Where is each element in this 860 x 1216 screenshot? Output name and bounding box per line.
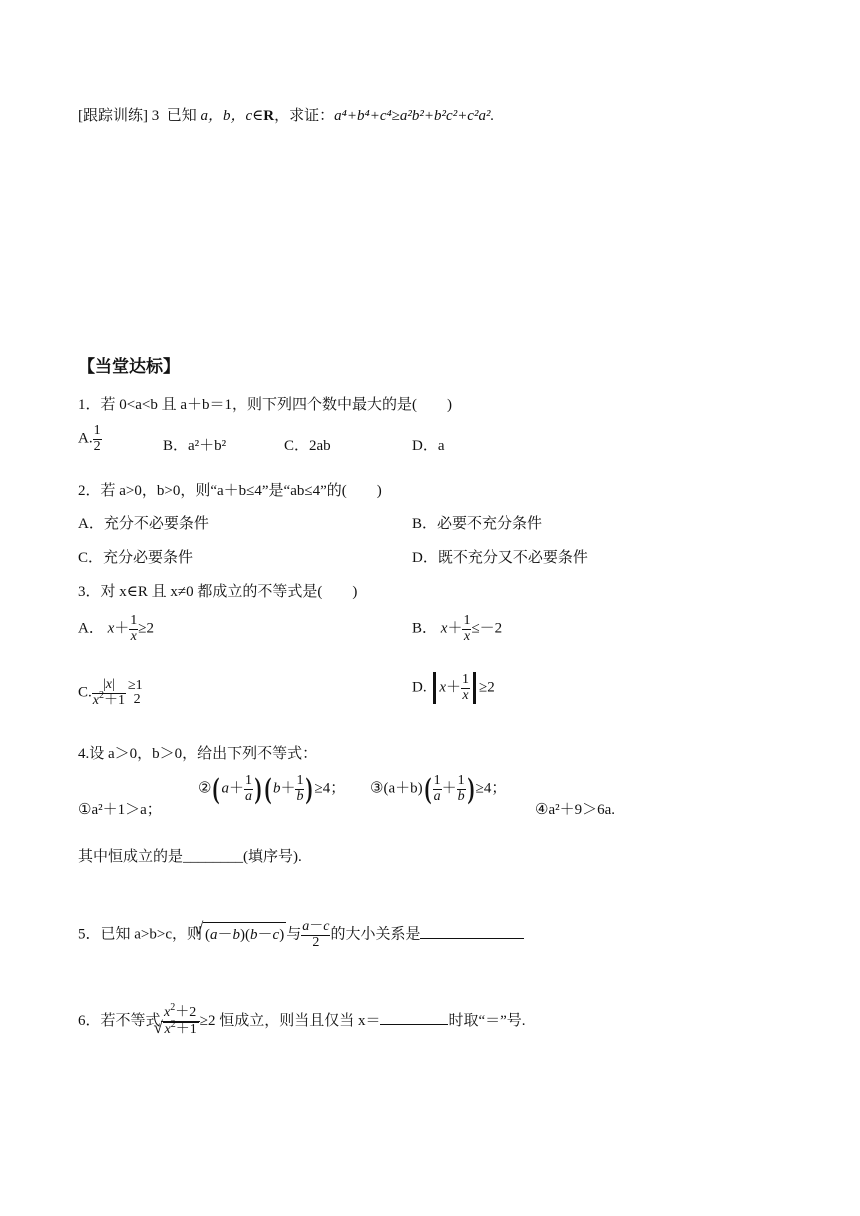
q4-item-3: ③(a＋b)( $\frac{1}{a}$ ＋ $\frac{1}{b}$ ) ≥4； xyxy=(370,772,507,806)
q1-stem: 1．若 0<a<b 且 a＋b＝1，则下列四个数中最大的是( ) xyxy=(78,397,452,413)
q6-prefix: 6．若不等式 xyxy=(78,1013,161,1030)
q3-option-a-label: A． xyxy=(78,620,104,637)
q2-option-b: B．必要不充分条件 xyxy=(412,516,543,532)
q5-answer-blank[interactable] xyxy=(420,938,524,939)
q3-option-a: A． x＋ $\frac{1}{x}$ ≥2 xyxy=(78,613,155,644)
followup-prove-label: ，求证： xyxy=(274,108,335,124)
q6-middle: ≥2 恒成立，则当且仅当 x＝ xyxy=(199,1013,381,1030)
q1-option-a-label: A. xyxy=(78,430,93,447)
q2-option-a: A．充分不必要条件 xyxy=(78,516,209,532)
q3-stem: 3．对 x∈R 且 x≠0 都成立的不等式是( ) xyxy=(78,584,358,600)
q1-option-a-denominator: 2 xyxy=(93,438,101,454)
q5-line xyxy=(78,920,524,950)
q3-option-b-label: B． xyxy=(412,620,438,637)
followup-tag: [跟踪训练] 3 xyxy=(78,108,160,124)
q4-stem: 4.设 a＞0，b＞0，给出下列不等式： xyxy=(78,746,318,762)
q1-option-a-numerator: 1 xyxy=(93,423,101,438)
q5-middle: 与 xyxy=(286,926,302,943)
q6-fraction: $x^2+2$ √ $x^2+1$ xyxy=(161,1006,200,1037)
followup-vars: a，b，c∈ xyxy=(200,108,264,124)
followup-intro: 已知 xyxy=(166,108,197,124)
q3-option-b: B． x＋ $\frac{1}{x}$ ≤－2 xyxy=(412,613,503,644)
q3-option-d: D. x＋ $\frac{1}{x}$ ≥2 xyxy=(412,671,495,703)
q3-option-c: C. $\frac{|x|}{x^2+1}$ ≥1 2 xyxy=(78,677,143,708)
followup-set-r: R xyxy=(263,108,275,124)
q5-prefix: 5．已知 a>b>c，则 xyxy=(78,926,202,943)
q4-item-2: ②( a＋ $\frac{1}{a}$ ) ( b＋ $\frac{1}{b}$ ) ≥4； xyxy=(198,772,346,806)
q5-suffix: 的大小关系是 xyxy=(330,926,421,943)
q1-option-a-fraction xyxy=(93,424,102,454)
q6-suffix: 时取“＝”号. xyxy=(448,1013,526,1030)
q1-option-a xyxy=(78,424,102,454)
q4-item-2-label: ② xyxy=(198,780,212,797)
q1-option-b: B．a²＋b² xyxy=(163,438,227,454)
q6-answer-blank[interactable] xyxy=(380,1024,448,1025)
q5-sqrt: √ (a－b)(b－c) xyxy=(203,922,286,944)
q2-option-c: C．充分必要条件 xyxy=(78,550,194,566)
followup-line xyxy=(78,104,494,125)
q2-option-d: D．既不充分又不必要条件 xyxy=(412,550,588,566)
q2-stem: 2．若 a>0，b>0，则“a＋b≤4”是“ab≤4”的( ) xyxy=(78,483,382,499)
q5-fraction: $\frac{a-c}{2}$ xyxy=(302,919,330,950)
q1-option-c: C．2ab xyxy=(284,438,331,454)
q4-item-1: ①a²＋1＞a； xyxy=(78,802,162,818)
followup-statement: a⁴+b⁴+c⁴≥a²b²+b²c²+c²a². xyxy=(334,108,495,124)
section-title: 【当堂达标】 xyxy=(78,357,180,377)
q4-ending: 其中恒成立的是________(填序号). xyxy=(78,849,302,865)
q1-option-d: D．a xyxy=(412,438,445,454)
q4-item-3-label: ③(a＋b) xyxy=(370,780,423,797)
q6-line xyxy=(78,1002,526,1037)
q4-item-4: ④a²＋9＞6a. xyxy=(535,802,616,818)
q3-option-d-label: D. xyxy=(412,679,427,696)
q3-option-c-label: C. xyxy=(78,684,92,701)
